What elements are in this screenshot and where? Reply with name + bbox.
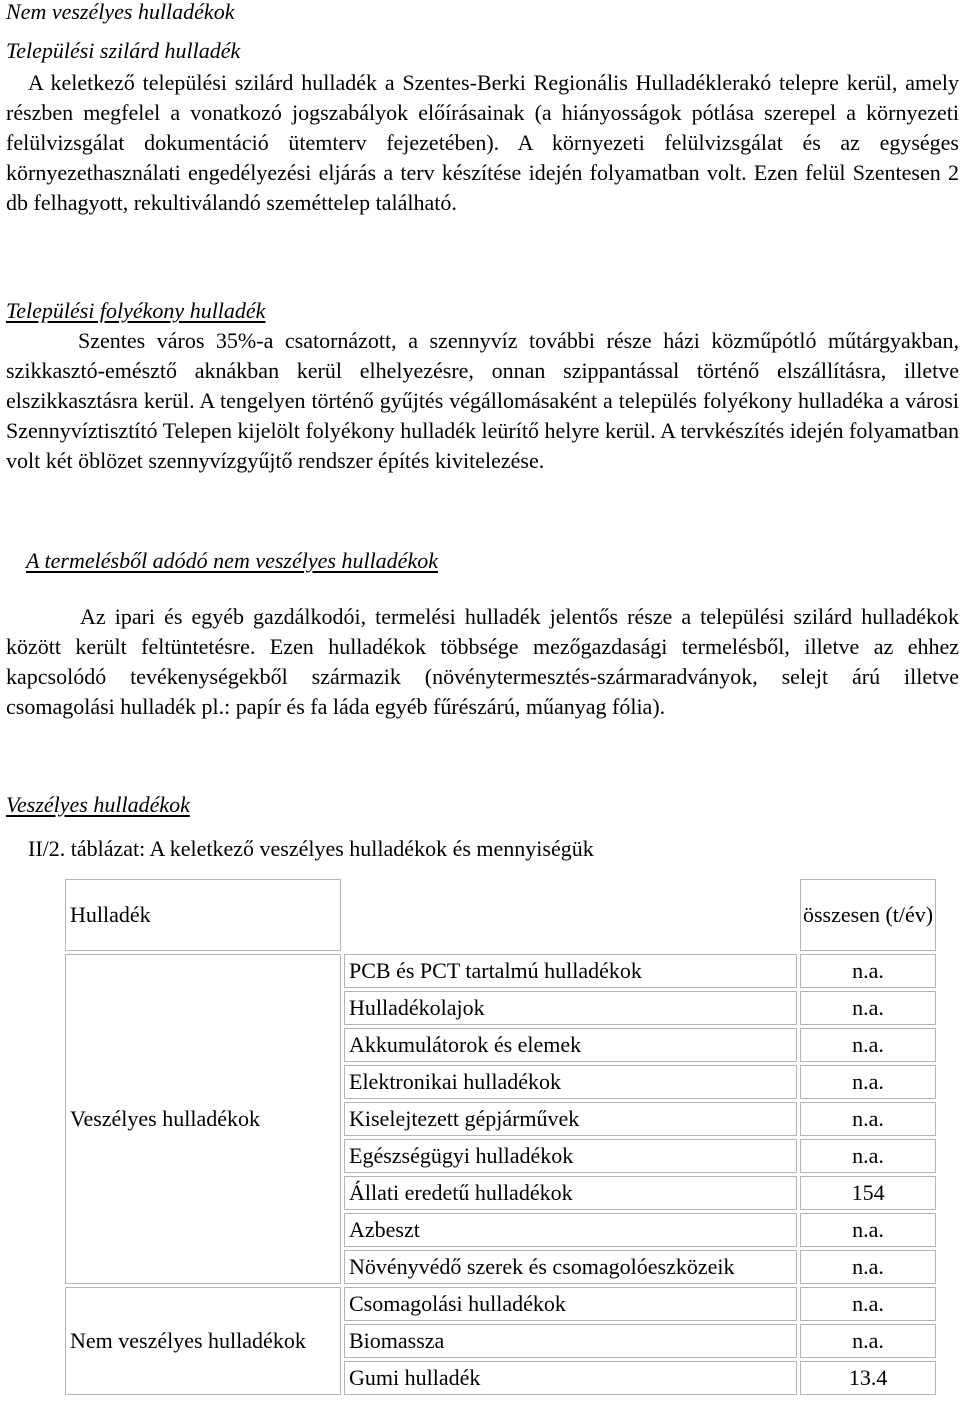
row-total: n.a. <box>800 1324 936 1358</box>
paragraph-liquid-waste: Szentes város 35%-a csatornázott, a szennyvíz további része házi közműpótló műtárgyakban, szikkasztó-emésztő aknákban kerül elhelyezésre, onnan szippantással történő elszállításra, illetve elszikkasztásra kerül. A tengelyen történő gyűjtés végállomásaként a település folyékony hulladéka a városi Szennyvíztisztító Telepen kijelölt folyékony hulladék leürítő helyre kerül. A tervkészítés idején folyamatban volt két öblözet szennyvízgyűjtő rendszer építés kivitelezése. <box>6 328 959 473</box>
row-name: Egészségügyi hulladékok <box>344 1139 797 1173</box>
row-name: Elektronikai hulladékok <box>344 1065 797 1099</box>
row-name: Akkumulátorok és elemek <box>344 1028 797 1062</box>
row-name: Állati eredetű hulladékok <box>344 1176 797 1210</box>
row-total: n.a. <box>800 1139 936 1173</box>
paragraph-solid-waste: A keletkező települési szilárd hulladék a Szentes-Berki Regionális Hulladéklerakó telepre kerül, amely részben megfelel a vonatkozó jogszabályok előírásainak (a hiányosságok pótlása szerepel a környezeti felülvizsgálat dokumentáció ütemterv fejezetében). A környezeti felülvizsgálat és az egységes környezethasználati engedélyezési eljárás a terv készítése idején folyamatban volt. Ezen felül Szentesen 2 db felhagyott, rekultiválandó szeméttelep található. <box>6 70 959 215</box>
row-name: Biomassza <box>344 1324 797 1358</box>
row-total: n.a. <box>800 1028 936 1062</box>
row-total: n.a. <box>800 1102 936 1136</box>
paragraph-industrial-waste: Az ipari és egyéb gazdálkodói, termelési hulladék jelentős része a települési szilárd hulladékok között került feltüntetésre. Ezen hulladékok többsége mezőgazdasági termelésből, illetve az ehhez kapcsolódó tevékenységekből származik (növénytermesztés-szármaradványok, selejt árú illetve csomagolási hulladék pl.: papír és fa láda egyéb fűrészárú, műanyag fólia). <box>6 604 959 719</box>
header-waste: Hulladék <box>65 879 341 951</box>
heading-industrial-waste: A termelésből adódó nem veszélyes hulladékok <box>26 548 438 573</box>
table-header-row <box>65 879 936 951</box>
row-total: n.a. <box>800 954 936 988</box>
row-total: 154 <box>800 1176 936 1210</box>
row-total: n.a. <box>800 1065 936 1099</box>
row-name: PCB és PCT tartalmú hulladékok <box>344 954 797 988</box>
table-row <box>65 1287 936 1321</box>
group-label-non-hazardous: Nem veszélyes hulladékok <box>65 1287 341 1395</box>
row-name: Gumi hulladék <box>344 1361 797 1395</box>
heading-non-hazardous-waste: Nem veszélyes hulladékok <box>6 0 235 24</box>
table-row <box>65 954 936 988</box>
row-name: Kiselejtezett gépjárművek <box>344 1102 797 1136</box>
row-name: Csomagolási hulladékok <box>344 1287 797 1321</box>
waste-table <box>62 876 939 1398</box>
row-name: Hulladékolajok <box>344 991 797 1025</box>
row-name: Növényvédő szerek és csomagolóeszközeik <box>344 1250 797 1284</box>
heading-liquid-waste: Települési folyékony hulladék <box>6 298 266 323</box>
row-total: n.a. <box>800 1250 936 1284</box>
header-total: összesen (t/év) <box>800 879 936 951</box>
row-total: 13.4 <box>800 1361 936 1395</box>
row-total: n.a. <box>800 1287 936 1321</box>
group-label-hazardous: Veszélyes hulladékok <box>65 954 341 1284</box>
header-spacer <box>344 879 797 951</box>
heading-hazardous-waste: Veszélyes hulladékok <box>6 792 190 817</box>
row-total: n.a. <box>800 991 936 1025</box>
table-caption: II/2. táblázat: A keletkező veszélyes hulladékok és mennyiségük <box>28 836 594 861</box>
row-name: Azbeszt <box>344 1213 797 1247</box>
row-total: n.a. <box>800 1213 936 1247</box>
heading-municipal-solid-waste: Települési szilárd hulladék <box>6 38 241 63</box>
